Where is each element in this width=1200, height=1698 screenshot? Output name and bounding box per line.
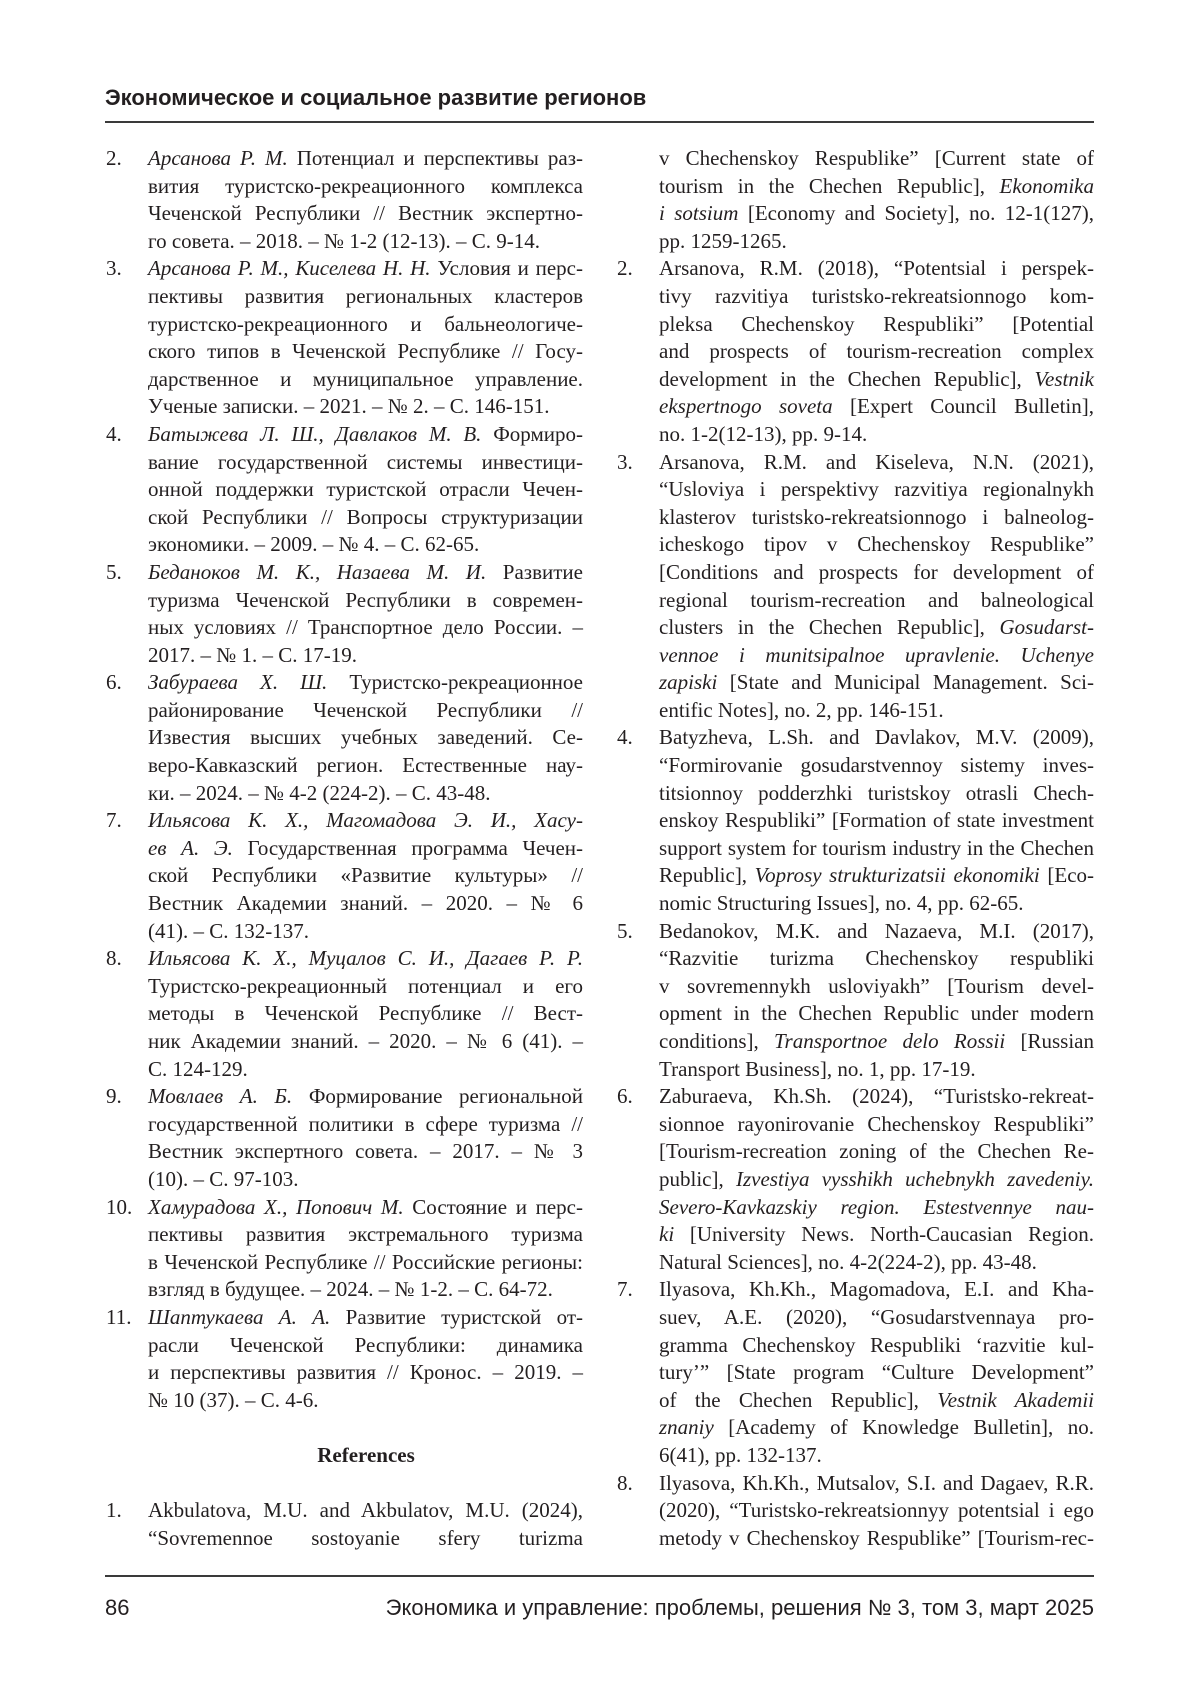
- reference-line: [148, 228, 583, 256]
- reference-italic-text: ев А. Э.: [148, 836, 233, 860]
- reference-text: Вестник экспертного совета. – 2017. – № 3: [148, 1139, 583, 1163]
- reference-line: [148, 200, 583, 228]
- reference-line: [659, 1221, 1094, 1249]
- reference-italic-text: zapiski: [659, 670, 717, 694]
- running-head-title: Экономическое и социальное развитие регионов: [105, 84, 646, 112]
- reference-list-russian: [106, 145, 584, 1414]
- reference-text: v sovremennykh usloviyakh” [Tourism devel-: [659, 974, 1094, 998]
- reference-text: Ilyasova, Kh.Kh., Magomadova, E.I. and Kha-: [659, 1277, 1094, 1301]
- reference-line: [659, 338, 1094, 366]
- reference-text: [Economy and Society], no. 12-1(127),: [738, 201, 1094, 225]
- reference-line: [659, 1332, 1094, 1360]
- reference-text: opment in the Chechen Republic under modern: [659, 1001, 1094, 1025]
- reference-entry: [106, 1194, 584, 1304]
- reference-text: Arsanova, R.M. and Kiseleva, N.N. (2021),: [659, 450, 1094, 474]
- reference-line: [659, 1028, 1094, 1056]
- reference-line: [148, 1304, 583, 1332]
- reference-number: 4.: [617, 724, 633, 752]
- reference-line: [148, 862, 583, 890]
- reference-text: “Sovremennoe sostoyanie sfery turizma: [148, 1526, 583, 1550]
- reference-italic-text: Vestnik Akademii: [937, 1388, 1094, 1412]
- reference-entry: [617, 255, 1095, 448]
- reference-text: [Russian: [1005, 1029, 1094, 1053]
- reference-number: 6.: [617, 1083, 633, 1111]
- reference-line: [148, 669, 583, 697]
- reference-line: [148, 1138, 583, 1166]
- reference-entry: [106, 945, 584, 1083]
- reference-line: [148, 1111, 583, 1139]
- reference-italic-text: i sotsium: [659, 201, 738, 225]
- reference-text: Arsanova, R.M. (2018), “Potentsial i perspek-: [659, 256, 1094, 280]
- reference-text: development in the Chechen Republic],: [659, 367, 1035, 391]
- reference-text: вание государственной системы инвестици-: [148, 450, 583, 474]
- reference-number: 11.: [106, 1304, 131, 1332]
- reference-line: [659, 807, 1094, 835]
- reference-number: 10.: [106, 1194, 132, 1222]
- reference-number: 2.: [617, 255, 633, 283]
- reference-line: [148, 283, 583, 311]
- reference-text: [Conditions and prospects for development of: [659, 560, 1094, 584]
- reference-line: [659, 780, 1094, 808]
- reference-list-english: [617, 145, 1095, 1552]
- reference-italic-text: vennoe i munitsipalnoe upravlenie. Uchenye: [659, 643, 1094, 667]
- reference-line: [148, 1083, 583, 1111]
- reference-entry: [617, 449, 1095, 725]
- reference-text: Государственная программа Чечен-: [233, 836, 583, 860]
- reference-italic-text: znaniy: [659, 1415, 714, 1439]
- reference-line: [659, 724, 1094, 752]
- reference-text: Ученые записки. – 2021. – № 2. – С. 146-151.: [148, 394, 550, 418]
- reference-text: Формирование региональной: [292, 1084, 583, 1108]
- reference-text: ник Академии знаний. – 2020. – № 6 (41). –: [148, 1029, 583, 1053]
- reference-line: [148, 918, 583, 946]
- reference-text: Условия и перс-: [431, 256, 583, 280]
- reference-line: [148, 1332, 583, 1360]
- reference-text: “Formirovanie gosudarstvennoy sistemy inves-: [659, 753, 1094, 777]
- reference-text: Туристско-рекреационное: [327, 670, 583, 694]
- reference-italic-text: Izvestiya vysshikh uchebnykh zavedeniy.: [736, 1167, 1094, 1191]
- reference-italic-text: Voprosy strukturizatsii ekonomiki: [755, 863, 1040, 887]
- reference-line: [148, 255, 583, 283]
- reference-text: pp. 1259-1265.: [659, 229, 787, 253]
- reference-text: entific Notes], no. 2, pp. 146-151.: [659, 698, 944, 722]
- reference-italic-text: Беданоков М. К., Назаева М. И.: [148, 560, 486, 584]
- reference-number: 4.: [106, 421, 122, 449]
- reference-line: [659, 1111, 1094, 1139]
- reference-line: [148, 973, 583, 1001]
- reference-line: [659, 642, 1094, 670]
- reference-text: Natural Sciences], no. 4-2(224-2), pp. 43-48.: [659, 1250, 1037, 1274]
- reference-number: 1.: [106, 1497, 122, 1525]
- reference-text: Вестник Академии знаний. – 2020. – № 6: [148, 891, 583, 915]
- reference-line: [659, 1359, 1094, 1387]
- reference-text: (41). – С. 132-137.: [148, 919, 309, 943]
- reference-italic-text: Ekonomika: [1000, 174, 1094, 198]
- reference-entry: [106, 807, 584, 945]
- reference-line: [659, 1166, 1094, 1194]
- reference-line: [148, 1276, 583, 1304]
- reference-text: sionnoe rayonirovanie Chechenskoy Respubliki”: [659, 1112, 1094, 1136]
- reference-text: дарственное и муниципальное управление.: [148, 367, 583, 391]
- reference-line: [659, 255, 1094, 283]
- reference-line: [659, 1194, 1094, 1222]
- header-rule: [105, 121, 1094, 123]
- reference-line: [148, 449, 583, 477]
- reference-number: 2.: [106, 145, 122, 173]
- reference-line: [659, 1138, 1094, 1166]
- reference-text: and prospects of tourism-recreation complex: [659, 339, 1094, 363]
- reference-italic-text: Transportnoe delo Rossii: [774, 1029, 1005, 1053]
- reference-line: [659, 1000, 1094, 1028]
- reference-line: [148, 393, 583, 421]
- reference-line: [659, 1497, 1094, 1525]
- reference-line: [659, 1387, 1094, 1415]
- reference-text: Zaburaeva, Kh.Sh. (2024), “Turistsko-rekreat-: [659, 1084, 1094, 1108]
- reference-line: [148, 1194, 583, 1222]
- reference-text: в Чеченской Республике // Российские регионы:: [148, 1250, 583, 1274]
- reference-line: [148, 366, 583, 394]
- reference-text: titsionnoy podderzhki turistskoy otrasli Chech-: [659, 781, 1094, 805]
- reference-line: [148, 1387, 583, 1415]
- reference-line: [659, 1249, 1094, 1277]
- reference-line: [148, 807, 583, 835]
- reference-text: Akbulatova, M.U. and Akbulatov, M.U. (2024),: [148, 1498, 583, 1522]
- reference-entry: [106, 421, 584, 559]
- reference-number: 5.: [106, 559, 122, 587]
- reference-text: Ilyasova, Kh.Kh., Mutsalov, S.I. and Dagaev, R.R.: [659, 1471, 1094, 1495]
- reference-number: 8.: [106, 945, 122, 973]
- reference-line: [659, 890, 1094, 918]
- reference-italic-text: Ильясова К. Х., Муцалов С. И., Дагаев Р. Р.: [148, 946, 583, 970]
- reference-line: [659, 835, 1094, 863]
- reference-italic-text: ki: [659, 1222, 674, 1246]
- reference-entry: [106, 559, 584, 669]
- reference-number: 9.: [106, 1083, 122, 1111]
- reference-text: ской Республики // Вопросы структуризации: [148, 505, 583, 529]
- reference-text: (10). – С. 97-103.: [148, 1167, 299, 1191]
- reference-text: пективы развития региональных кластеров: [148, 284, 583, 308]
- reference-entry: [617, 1083, 1095, 1276]
- reference-text: suev, A.E. (2020), “Gosudarstvennaya pro-: [659, 1305, 1094, 1329]
- reference-text: tourism in the Chechen Republic],: [659, 174, 1000, 198]
- reference-text: “Usloviya i perspektivy razvitiya regionalnykh: [659, 477, 1094, 501]
- reference-line: [659, 228, 1094, 256]
- reference-line: [148, 1166, 583, 1194]
- reference-list-english-start: [106, 1497, 584, 1552]
- reference-italic-text: Ильясова К. Х., Магомадова Э. И., Хасу-: [148, 808, 583, 832]
- reference-text: пективы развития экстремального туризма: [148, 1222, 583, 1246]
- reference-line: [148, 1525, 583, 1553]
- reference-line: [659, 1414, 1094, 1442]
- reference-text: icheskogo tipov v Chechenskoy Respublike”: [659, 532, 1094, 556]
- reference-text: “Razvitie turizma Chechenskoy respubliki: [659, 946, 1094, 970]
- reference-line: [148, 1359, 583, 1387]
- reference-text: взгляд в будущее. – 2024. – № 1-2. – С. 64-72.: [148, 1277, 553, 1301]
- reference-line: [659, 1276, 1094, 1304]
- reference-text: nomic Structuring Issues], no. 4, pp. 62-65.: [659, 891, 1024, 915]
- reference-text: regional tourism-recreation and balneological: [659, 588, 1094, 612]
- reference-text: Состояние и перс-: [404, 1195, 583, 1219]
- footer-rule: [105, 1575, 1094, 1577]
- reference-line: [148, 1497, 583, 1525]
- reference-text: public],: [659, 1167, 736, 1191]
- reference-line: [148, 835, 583, 863]
- reference-italic-text: Арсанова Р. М.: [148, 146, 288, 170]
- reference-line: [659, 173, 1094, 201]
- reference-entry: [617, 1470, 1095, 1553]
- reference-italic-text: Арсанова Р. М., Киселева Н. Н.: [148, 256, 431, 280]
- reference-line: [148, 421, 583, 449]
- reference-line: [659, 393, 1094, 421]
- reference-line: [659, 421, 1094, 449]
- reference-italic-text: Gosudarst-: [999, 615, 1094, 639]
- reference-line: [659, 752, 1094, 780]
- reference-text: pleksa Chechenskoy Respubliki” [Potential: [659, 312, 1094, 336]
- reference-text: Формиро-: [481, 422, 583, 446]
- reference-text: [Academy of Knowledge Bulletin], no.: [714, 1415, 1094, 1439]
- reference-text: support system for tourism industry in the Chechen: [659, 836, 1094, 860]
- reference-text: Batyzheva, L.Sh. and Davlakov, M.V. (2009),: [659, 725, 1094, 749]
- reference-text: Развитие туристской от-: [330, 1305, 583, 1329]
- left-column: [106, 145, 584, 1552]
- reference-text: № 10 (37). – С. 4-6.: [148, 1388, 319, 1412]
- reference-line: [659, 311, 1094, 339]
- reference-line: [659, 918, 1094, 946]
- right-column: [617, 145, 1095, 1552]
- reference-line: [148, 1000, 583, 1028]
- reference-line: [148, 338, 583, 366]
- reference-text: Чеченской Республики // Вестник экспертно-: [148, 201, 583, 225]
- reference-line: [148, 476, 583, 504]
- reference-text: туризма Чеченской Республики в современ-: [148, 588, 583, 612]
- reference-text: онной поддержки туристской отрасли Чечен-: [148, 477, 583, 501]
- reference-number: 3.: [106, 255, 122, 283]
- reference-line: [659, 145, 1094, 173]
- reference-text: ской Республики «Развитие культуры» //: [148, 863, 583, 887]
- reference-line: [148, 311, 583, 339]
- reference-entry: [106, 1497, 584, 1552]
- reference-italic-text: Хамурадова Х., Попович М.: [148, 1195, 404, 1219]
- reference-line: [659, 283, 1094, 311]
- reference-text: ки. – 2024. – № 4-2 (224-2). – С. 43-48.: [148, 781, 490, 805]
- reference-italic-text: Забураева Х. Ш.: [148, 670, 327, 694]
- reference-text: clusters in the Chechen Republic],: [659, 615, 999, 639]
- reference-line: [148, 780, 583, 808]
- reference-text: Потенциал и перспективы раз-: [288, 146, 583, 170]
- reference-number: 6.: [106, 669, 122, 697]
- reference-entry: [617, 918, 1095, 1084]
- reference-number: 3.: [617, 449, 633, 477]
- reference-text: 6(41), pp. 132-137.: [659, 1443, 822, 1467]
- reference-text: Bedanokov, M.K. and Nazaeva, M.I. (2017),: [659, 919, 1094, 943]
- reference-line: [659, 1083, 1094, 1111]
- reference-line: [659, 504, 1094, 532]
- reference-italic-text: Severo-Kavkazskiy region. Estestvennye nau-: [659, 1195, 1094, 1219]
- reference-text: районирование Чеченской Республики //: [148, 698, 583, 722]
- reference-text: [State and Municipal Management. Sci-: [717, 670, 1094, 694]
- reference-text: веро-Кавказский регион. Естественные нау-: [148, 753, 583, 777]
- reference-text: 2017. – № 1. – С. 17-19.: [148, 643, 357, 667]
- reference-entry: [106, 1304, 584, 1414]
- reference-text: ных условиях // Транспортное дело России. –: [148, 615, 583, 639]
- page-number: 86: [105, 1594, 129, 1622]
- reference-text: и перспективы развития // Кронос. – 2019. –: [148, 1360, 583, 1384]
- reference-line: [148, 173, 583, 201]
- reference-line: [659, 862, 1094, 890]
- reference-line: [659, 449, 1094, 477]
- reference-line: [148, 697, 583, 725]
- reference-entry: [106, 145, 584, 255]
- reference-line: [148, 587, 583, 615]
- reference-entry: [106, 255, 584, 421]
- reference-text: расли Чеченской Республики: динамика: [148, 1333, 583, 1357]
- reference-italic-text: Мовлаев А. Б.: [148, 1084, 292, 1108]
- reference-line: [148, 890, 583, 918]
- reference-text: [Expert Council Bulletin],: [833, 394, 1094, 418]
- reference-line: [659, 531, 1094, 559]
- reference-line: [659, 973, 1094, 1001]
- reference-entry: [106, 1083, 584, 1193]
- reference-text: государственной политики в сфере туризма //: [148, 1112, 583, 1136]
- reference-text: conditions],: [659, 1029, 774, 1053]
- reference-text: no. 1-2(12-13), pp. 9-14.: [659, 422, 867, 446]
- reference-number: 5.: [617, 918, 633, 946]
- reference-line: [148, 531, 583, 559]
- reference-line: [659, 1470, 1094, 1498]
- reference-italic-text: ekspertnogo soveta: [659, 394, 833, 418]
- reference-text: го совета. – 2018. – № 1-2 (12-13). – С. 9-14.: [148, 229, 540, 253]
- reference-entry: [106, 669, 584, 807]
- reference-line: [659, 587, 1094, 615]
- reference-text: С. 124-129.: [148, 1057, 248, 1081]
- reference-line: [659, 697, 1094, 725]
- reference-text: Развитие: [486, 560, 583, 584]
- reference-line: [148, 504, 583, 532]
- reference-line: [659, 669, 1094, 697]
- reference-text: (2020), “Turistsko-rekreatsionnyy potentsial i ego: [659, 1498, 1094, 1522]
- reference-line: [148, 614, 583, 642]
- reference-text: v Chechenskoy Respublike” [Current state of: [659, 146, 1094, 170]
- journal-issue: Экономика и управление: проблемы, решения № 3, том 3, март 2025: [386, 1594, 1094, 1622]
- reference-number: 7.: [106, 807, 122, 835]
- reference-italic-text: Vestnik: [1035, 367, 1094, 391]
- reference-entry: [617, 1276, 1095, 1469]
- reference-line: [148, 559, 583, 587]
- reference-line: [148, 1028, 583, 1056]
- reference-text: ского типов в Чеченской Республике // Госу-: [148, 339, 583, 363]
- reference-text: Известия высших учебных заведений. Се-: [148, 725, 583, 749]
- reference-text: metody v Chechenskoy Respublike” [Tourism-rec-: [659, 1526, 1094, 1550]
- reference-text: методы в Чеченской Республике // Вест-: [148, 1001, 583, 1025]
- reference-line: [659, 366, 1094, 394]
- reference-text: [Tourism-recreation zoning of the Chechen Re-: [659, 1139, 1094, 1163]
- reference-text: вития туристско-рекреационного комплекса: [148, 174, 583, 198]
- references-heading: References: [106, 1442, 584, 1470]
- reference-text: klasterov turistsko-rekreatsionnogo i balneolog-: [659, 505, 1094, 529]
- reference-line: [148, 1249, 583, 1277]
- reference-text: туристско-рекреационного и бальнеологиче-: [148, 312, 583, 336]
- reference-entry: [617, 724, 1095, 917]
- reference-italic-text: Батыжева Л. Ш., Давлаков М. В.: [148, 422, 481, 446]
- reference-line: [659, 1304, 1094, 1332]
- reference-line: [659, 1442, 1094, 1470]
- reference-text: gramma Chechenskoy Respubliki ‘razvitie kul-: [659, 1333, 1094, 1357]
- reference-text: tury’” [State program “Culture Development”: [659, 1360, 1094, 1384]
- reference-line: [148, 724, 583, 752]
- reference-text: tivy razvitiya turistsko-rekreatsionnogo kom-: [659, 284, 1094, 308]
- reference-number: 8.: [617, 1470, 633, 1498]
- reference-line: [659, 945, 1094, 973]
- reference-line: [148, 945, 583, 973]
- reference-line: [659, 1056, 1094, 1084]
- reference-line: [659, 1525, 1094, 1553]
- reference-line: [659, 476, 1094, 504]
- reference-text: of the Chechen Republic],: [659, 1388, 937, 1412]
- reference-line: [148, 1056, 583, 1084]
- reference-text: Transport Business], no. 1, pp. 17-19.: [659, 1057, 976, 1081]
- reference-line: [659, 559, 1094, 587]
- reference-line: [148, 642, 583, 670]
- reference-text: [University News. North-Caucasian Region.: [674, 1222, 1094, 1246]
- reference-line: [659, 614, 1094, 642]
- reference-entry: [617, 145, 1095, 255]
- reference-text: enskoy Respubliki” [Formation of state investment: [659, 808, 1094, 832]
- reference-text: экономики. – 2009. – № 4. – С. 62-65.: [148, 532, 479, 556]
- reference-text: Republic],: [659, 863, 755, 887]
- reference-line: [148, 145, 583, 173]
- reference-text: Туристско-рекреационный потенциал и его: [148, 974, 583, 998]
- reference-number: 7.: [617, 1276, 633, 1304]
- reference-italic-text: Шаптукаева А. А.: [148, 1305, 330, 1329]
- reference-line: [659, 200, 1094, 228]
- reference-line: [148, 1221, 583, 1249]
- reference-text: [Eco-: [1040, 863, 1094, 887]
- reference-line: [148, 752, 583, 780]
